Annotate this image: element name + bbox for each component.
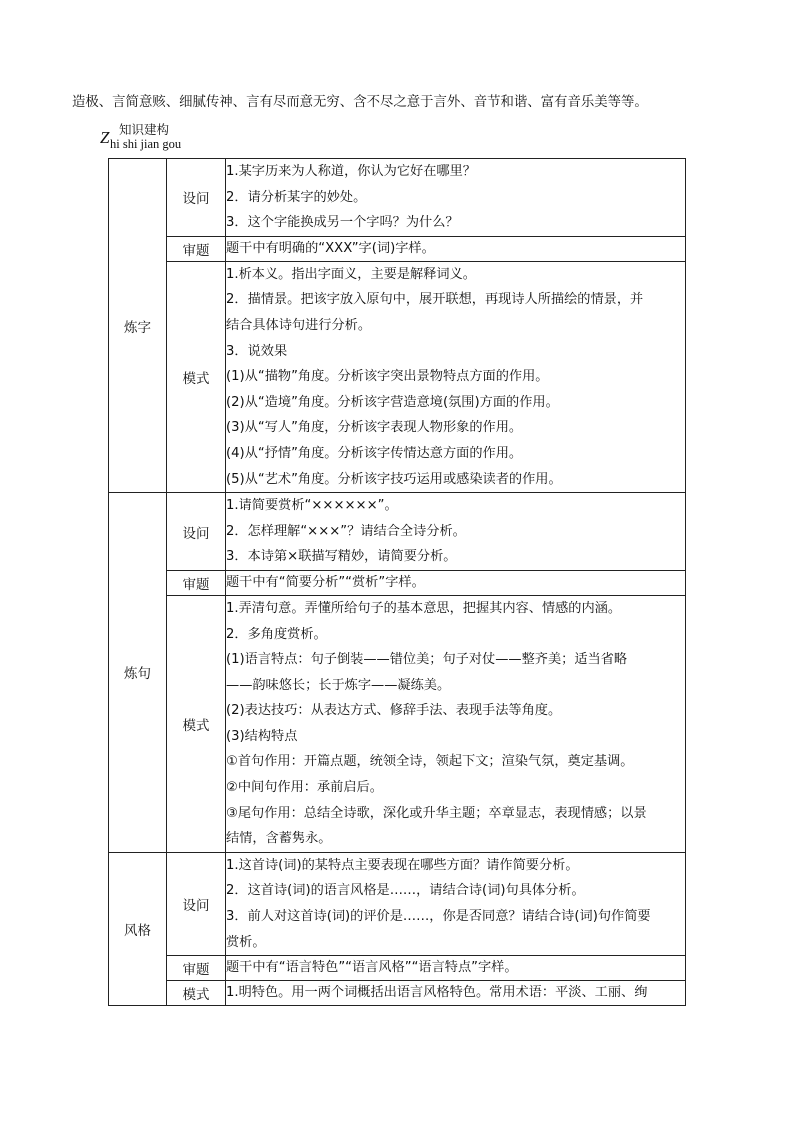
content-line: (3)结构特点 [226, 728, 298, 744]
content-line: (3)从“写人”角度，分析该字表现人物形象的作用。 [226, 420, 523, 436]
table-row [109, 595, 686, 852]
heading-title: 知识建构 [119, 122, 170, 137]
table-row [109, 956, 686, 981]
content-line: 2．怎样理解“×××”？请结合全诗分析。 [226, 523, 466, 539]
content-line: 1.某字历来为人称道，你认为它好在哪里？ [226, 164, 476, 179]
content-line: (1)从“描物”角度。分析该字突出景物特点方面的作用。 [226, 369, 549, 385]
content-line: ①首句作用：开篇点题，统领全诗，领起下文；渲染气氛，奠定基调。 [226, 754, 634, 770]
content-line: 3．本诗第×联描写精妙，请简要分析。 [226, 549, 457, 565]
content-line: 2．描情景。把该字放入原句中，展开联想，再现诗人所描绘的情景，并 [226, 292, 644, 308]
content-line: ③尾句作用：总结全诗歌，深化或升华主题；卒章显志，表现情感；以景 [226, 805, 647, 821]
heading-initial: Z [100, 128, 110, 147]
content-line: 题干中有“语言特色”“语言风格”“语言特点”字样。 [226, 960, 518, 976]
content-line: ②中间句作用：承前启后。 [226, 780, 383, 796]
subcategory-cell: 模式 [167, 261, 226, 492]
knowledge-table [108, 158, 686, 1006]
content-line: 结合具体诗句进行分析。 [226, 317, 372, 333]
content-line: 1.析本义。指出字面义，主要是解释词义。 [226, 266, 476, 282]
table-row [109, 159, 686, 237]
content-cell [226, 493, 686, 571]
subcategory-cell: 设问 [167, 493, 226, 571]
content-line: 2．这首诗(词)的语言风格是……，请结合诗(词)句具体分析。 [226, 883, 585, 899]
content-line: 2．多角度赏析。 [226, 626, 327, 642]
content-cell [226, 236, 686, 261]
content-line: 1.这首诗(词)的某特点主要表现在哪些方面？请作简要分析。 [226, 857, 579, 873]
table-row [109, 261, 686, 492]
subcategory-cell: 审题 [167, 956, 226, 981]
intro-paragraph: 造极、言简意赅、细腻传神、言有尽而意无穷、含不尽之意于言外、音节和谐、富有音乐美等等。 [72, 95, 648, 110]
subcategory-cell: 模式 [167, 981, 226, 1006]
content-line: (2)表达技巧：从表达方式、修辞手法、表现手法等角度。 [226, 703, 562, 719]
table-row [109, 493, 686, 571]
table-row [109, 236, 686, 261]
subcategory-cell: 模式 [167, 595, 226, 852]
content-cell [226, 595, 686, 852]
content-cell [226, 852, 686, 955]
content-line: 1.明特色。用一两个词概括出语言风格特色。常用术语：平淡、工丽、绚 [226, 985, 648, 1001]
content-line: (2)从“造境”角度。分析该字营造意境(氛围)方面的作用。 [226, 394, 559, 410]
content-line: 结情，含蓄隽永。 [226, 831, 332, 847]
content-cell [226, 956, 686, 981]
content-line: 1.请简要赏析“××××××”。 [226, 498, 398, 514]
content-line: ——韵味悠长；长于炼字——凝练美。 [226, 677, 451, 693]
content-line: 3．这个字能换成另一个字吗？为什么？ [226, 215, 459, 231]
content-cell [226, 981, 686, 1006]
subcategory-cell: 审题 [167, 236, 226, 261]
category-cell: 风格 [109, 852, 167, 1005]
table-row [109, 570, 686, 595]
content-line: 3．说效果 [226, 343, 288, 359]
category-cell: 炼字 [109, 159, 167, 493]
content-line: 题干中有“简要分析”“赏析”字样。 [226, 574, 425, 590]
subcategory-cell: 设问 [167, 159, 226, 237]
content-cell [226, 261, 686, 492]
subcategory-cell: 设问 [167, 852, 226, 955]
content-line: 1.弄清句意。弄懂所给句子的基本意思，把握其内容、情感的内涵。 [226, 600, 622, 616]
table-row [109, 852, 686, 955]
content-cell [226, 159, 686, 237]
content-line: 赏析。 [226, 934, 266, 950]
table-row [109, 981, 686, 1006]
content-line: 3．前人对这首诗(词)的评价是……，你是否同意？请结合诗(词)句作简要 [226, 909, 651, 925]
content-line: (4)从“抒情”角度。分析该字传情达意方面的作用。 [226, 445, 523, 461]
content-line: 2．请分析某字的妙处。 [226, 189, 367, 205]
content-line: (1)语言特点：句子倒装——错位美；句子对仗——整齐美；适当省略 [226, 652, 628, 668]
content-line: (5)从“艺术”角度。分析该字技巧运用或感染读者的作用。 [226, 471, 562, 487]
category-cell: 炼句 [109, 493, 167, 853]
content-cell [226, 570, 686, 595]
content-line: 题干中有明确的“XXX”字(词)字样。 [226, 240, 435, 256]
subcategory-cell: 审题 [167, 570, 226, 595]
heading-pinyin: hi shi jian gou [110, 137, 182, 151]
